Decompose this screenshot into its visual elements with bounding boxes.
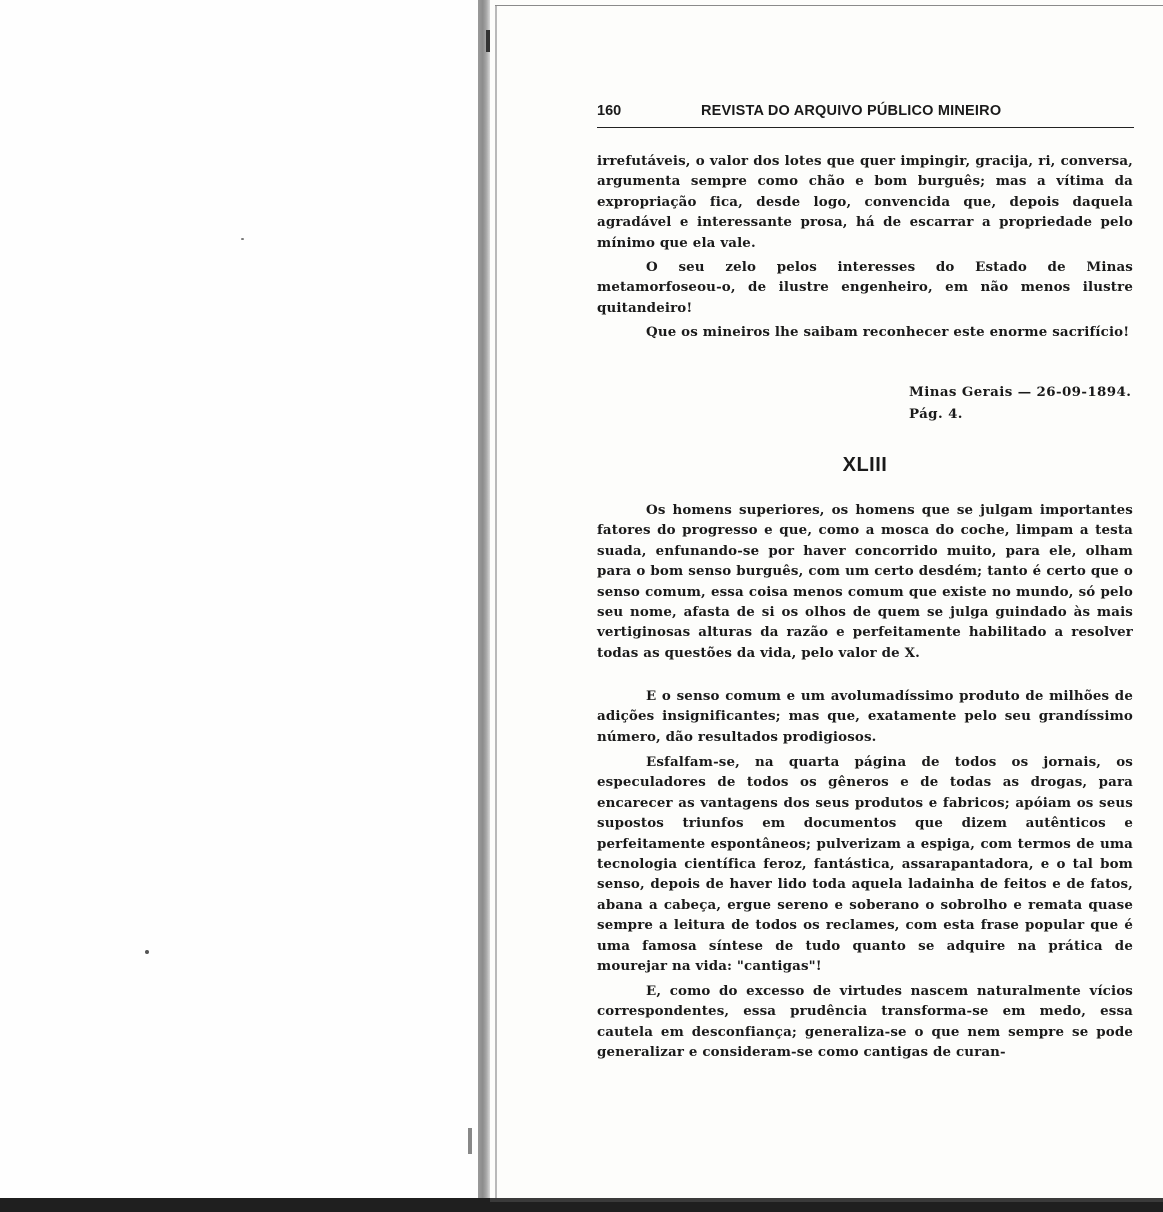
page-edge-line (495, 6, 497, 1198)
scan-bottom-edge (0, 1198, 1163, 1212)
scan-speck (145, 950, 149, 954)
page-spine-shadow (478, 0, 490, 1198)
source-page: Pág. 4. (909, 406, 963, 422)
running-title: REVISTA DO ARQUIVO PÚBLICO MINEIRO (701, 103, 1002, 119)
scan-speck (241, 238, 244, 240)
paragraph: Que os mineiros lhe saibam reconhecer este enorme sacrifício! (646, 324, 1130, 340)
paragraph: E o senso comum e um avolumadíssimo produto de milhões de adições insignificantes; mas que, exatamente pelo seu grandíssimo número, dão resultados prodigiosos. (597, 688, 1133, 745)
scan-mark (468, 1128, 472, 1154)
paragraph: Os homens superiores, os homens que se julgam importantes fatores do progresso e que, como a mosca do coche, limpam a testa suada, enfunando-se por haver concorrido muito, para ele, olham para o bom senso burguês, com um certo desdém; tanto é certo que o senso comum, essa coisa menos comum que existe no mundo, só pelo seu nome, afasta de si os olhos de quem se julga guindado às mais vertiginosas alturas da razão e perfeitamente habilitado a resolver todas as questões da vida, pelo valor de X. (597, 502, 1133, 661)
page-number: 160 (597, 103, 622, 119)
source-citation: Minas Gerais — 26-09-1894. (909, 384, 1132, 400)
paragraph: irrefutáveis, o valor dos lotes que quer impingir, gracija, ri, conversa, argumenta sempre como chão e bom burguês; mas a vítima da expropriação fica, desde logo, convencida que, depois daquela agradável e interessante prosa, há de escarrar a propriedade pelo mínimo que ela vale. (597, 153, 1133, 251)
left-blank-page (0, 0, 480, 1212)
page-header (597, 103, 1134, 128)
paragraph: E, como do excesso de virtudes nascem naturalmente vícios correspondentes, essa prudência transforma-se em medo, essa cautela em desconfiança; generaliza-se o que nem sempre se pode generalizar e consideram-se como cantigas de curan- (597, 983, 1133, 1061)
page-top-edge (495, 5, 1163, 6)
section-heading: XLIII (842, 454, 888, 476)
paragraph: Esfalfam-se, na quarta página de todos os jornais, os especuladores de todos os gêneros e de todas as drogas, para encarecer as vantagens dos seus produtos e fabricos; apóiam os seus supostos triunfos em documentos que dizem autênticos e perfeitamente espontâneos; pulverizam a espiga, com termos de uma tecnologia científica feroz, fantástica, assarapantadora, e o tal bom senso, depois de haver lido toda aquela ladainha de feitos e de fatos, abana a cabeça, ergue sereno e soberano o sobrolho e remata quase sempre a leitura de todos os reclames, com esta frase popular que é uma famosa síntese de tudo quanto se adquire na prática de mourejar na vida: "cantigas"! (597, 754, 1133, 975)
scan-mark (486, 30, 490, 52)
paragraph: O seu zelo pelos interesses do Estado de Minas metamorfoseou-o, de ilustre engenheiro, em não menos ilustre quitandeiro! (597, 259, 1133, 316)
